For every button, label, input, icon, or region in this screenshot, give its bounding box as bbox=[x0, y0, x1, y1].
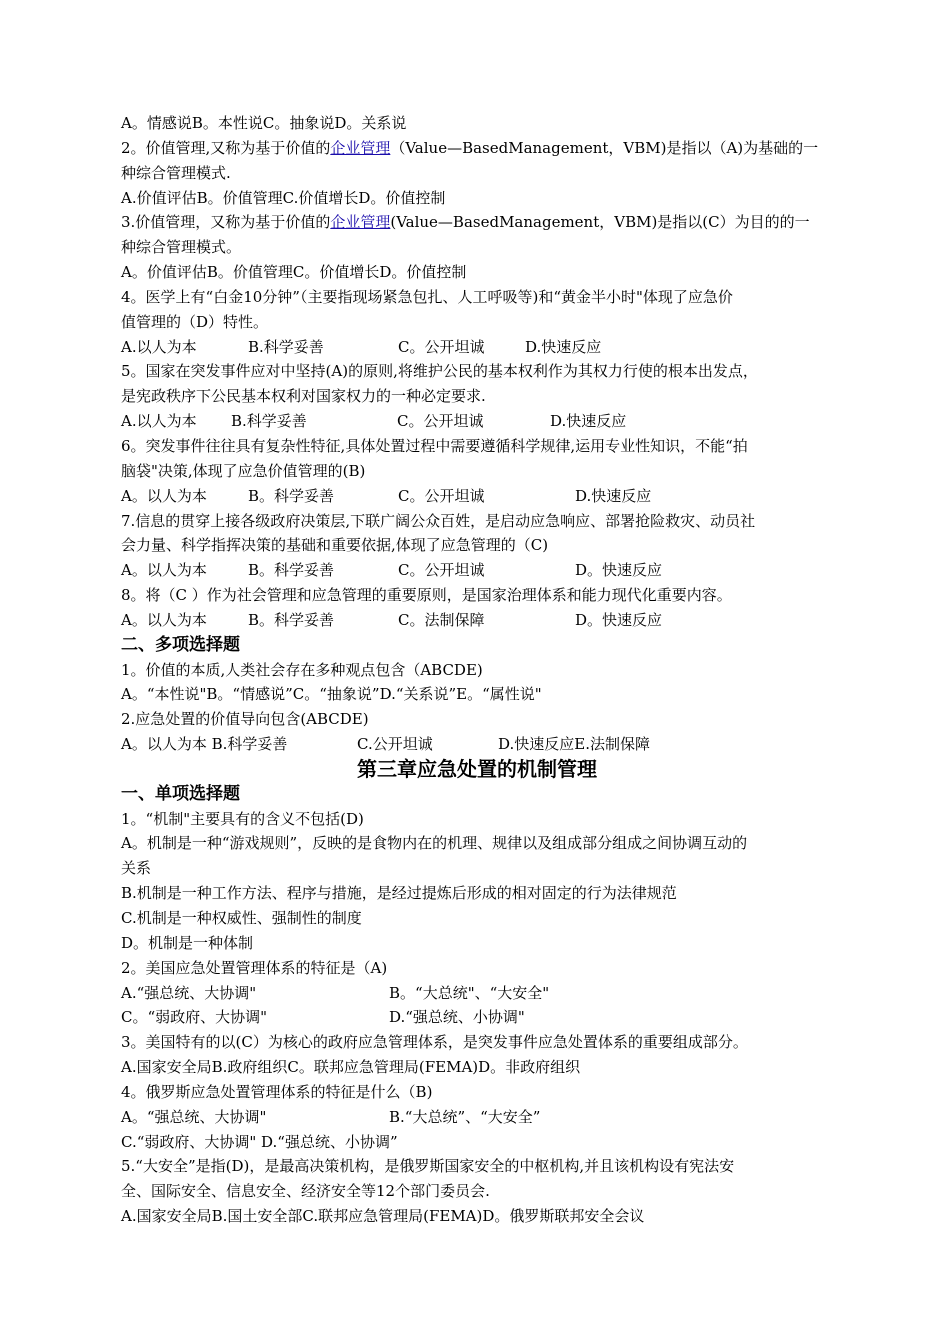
text-line: 是宪政秩序下公民基本权利对国家权力的一种必定要求. bbox=[121, 387, 486, 406]
text-line: 5.“大安全”是指(D)，是最高决策机构，是俄罗斯国家安全的中枢机构,并且该机构设有宪法安 bbox=[121, 1157, 735, 1176]
option-item: A。以人为本 bbox=[121, 610, 207, 629]
option-item: D.快速反应 bbox=[550, 412, 627, 431]
text-line: 会力量、科学指挥决策的基础和重要依据,体现了应急管理的（C) bbox=[121, 536, 549, 555]
text-line: 2。美国应急处置管理体系的特征是（A) bbox=[121, 958, 388, 977]
line-text-after-link: (Value—BasedManagement，VBM)是指以(C）为目的的一 bbox=[390, 213, 810, 232]
option-item: B。科学妥善 bbox=[248, 561, 335, 580]
option-item: D。快速反应 bbox=[575, 561, 663, 580]
text-line: 3。美国特有的以(C）为核心的政府应急管理体系，是突发事件应急处置体系的重要组成部分。 bbox=[121, 1033, 748, 1052]
option-item: D.快速反应E.法制保障 bbox=[498, 735, 650, 754]
text-line: A.国家安全局B.政府组织C。联邦应急管理局(FEMA)D。非政府组织 bbox=[121, 1058, 581, 1077]
options-line bbox=[121, 1005, 833, 1030]
option-item: B。“大总统"、“大安全" bbox=[389, 983, 550, 1002]
text-line: 全、国际安全、信息安全、经济安全等12个部门委员会. bbox=[121, 1182, 490, 1201]
option-item: B。科学妥善 bbox=[248, 610, 335, 629]
text-line: 2.应急处置的价值导向包含(ABCDE) bbox=[121, 710, 369, 729]
option-item: D。快速反应 bbox=[575, 610, 663, 629]
text-line: 值管理的（D）特性。 bbox=[121, 312, 269, 331]
enterprise-management-link[interactable]: 企业管理 bbox=[330, 138, 391, 157]
text-line: B.机制是一种工作方法、程序与措施，是经过提炼后形成的相对固定的行为法律规范 bbox=[121, 884, 677, 903]
enterprise-management-link[interactable]: 企业管理 bbox=[330, 213, 391, 232]
option-item: B。科学妥善 bbox=[248, 486, 335, 505]
options-line bbox=[121, 484, 833, 509]
option-item: A.以人为本 bbox=[121, 412, 197, 431]
text-line: 7.信息的贯穿上接各级政府决策层,下联广阔公众百姓，是启动应急响应、部署抢险救灾、动员社 bbox=[121, 511, 756, 530]
option-item: A.以人为本 bbox=[121, 337, 197, 356]
text-line: A.国家安全局B.国土安全部C.联邦应急管理局(FEMA)D。俄罗斯联邦安全会议 bbox=[121, 1207, 645, 1226]
option-item: D.“强总统、小协调" bbox=[389, 1008, 525, 1027]
text-line: A.价值评估B。价值管理C.价值增长D。价值控制 bbox=[121, 188, 446, 207]
text-line: A。机制是一种“游戏规则”，反映的是食物内在的机理、规律以及组成部分组成之间协调互动的 bbox=[121, 834, 748, 853]
text-line: 5。国家在突发事件应对中坚持(A)的原则,将维护公民的基本权利作为其权力行使的根本出发点， bbox=[121, 362, 758, 381]
options-line bbox=[121, 335, 833, 360]
section-heading: 二、多项选择题 bbox=[121, 634, 240, 655]
text-line: 8。将（C ）作为社会管理和应急管理的重要原则，是国家治理体系和能力现代化重要内容。 bbox=[121, 586, 732, 605]
option-item: C.公开坦诚 bbox=[357, 735, 433, 754]
text-line: 1。价值的本质,人类社会存在多种观点包含（ABCDE) bbox=[121, 660, 483, 679]
option-item: C。公开坦诚 bbox=[398, 486, 485, 505]
line-text-before-link: 2。价值管理,又称为基于价值的 bbox=[121, 138, 331, 157]
option-item: D.快速反应 bbox=[575, 486, 652, 505]
text-line: A。价值评估B。价值管理C。价值增长D。价值控制 bbox=[121, 263, 467, 282]
text-line: 4。医学上有“白金10分钟”（主要指现场紧急包扎、人工呼吸等)和“黄金半小时"体现了应急价 bbox=[121, 287, 733, 306]
document-page bbox=[121, 111, 833, 1229]
option-item: B.科学妥善 bbox=[248, 337, 324, 356]
option-item: A。以人为本 B.科学妥善 bbox=[121, 735, 288, 754]
options-line bbox=[121, 558, 833, 583]
text-line: C.“弱政府、大协调" D.“强总统、小协调” bbox=[121, 1132, 398, 1151]
text-line: 种综合管理模式。 bbox=[121, 238, 242, 257]
option-item: B.“大总统”、“大安全” bbox=[389, 1107, 541, 1126]
option-item: C。法制保障 bbox=[398, 610, 485, 629]
text-line: 6。突发事件往往具有复杂性特征,具体处置过程中需要遵循科学规律,运用专业性知识，不能“拍 bbox=[121, 436, 748, 455]
text-line: A。情感说B。本性说C。抽象说D。关系说 bbox=[121, 114, 407, 132]
options-line bbox=[121, 1105, 833, 1130]
option-item: A。以人为本 bbox=[121, 561, 207, 580]
text-line bbox=[121, 210, 833, 235]
option-item: C。公开坦诚 bbox=[398, 561, 485, 580]
text-line: 1。“机制"主要具有的含义不包括(D) bbox=[121, 809, 364, 828]
option-item: A。以人为本 bbox=[121, 486, 207, 505]
text-line bbox=[121, 136, 833, 161]
text-line: 脑袋"决策,体现了应急价值管理的(B) bbox=[121, 461, 366, 480]
options-line bbox=[121, 409, 833, 434]
options-line bbox=[121, 732, 833, 757]
options-line bbox=[121, 981, 833, 1006]
text-line: 4。俄罗斯应急处置管理体系的特征是什么（B) bbox=[121, 1082, 433, 1101]
text-line: 关系 bbox=[121, 859, 152, 878]
option-item: C。“弱政府、大协调" bbox=[121, 1008, 268, 1027]
option-item: C。公开坦诚 bbox=[398, 337, 485, 356]
text-line: 种综合管理模式. bbox=[121, 163, 231, 182]
option-item: B.科学妥善 bbox=[231, 412, 307, 431]
text-line: A。“本性说"B。“情感说”C。“抽象说”D.“关系说”E。“属性说" bbox=[121, 685, 542, 704]
section-heading: 一、单项选择题 bbox=[121, 783, 240, 804]
line-text-after-link: （Value—BasedManagement，VBM)是指以（A)为基础的一 bbox=[390, 138, 819, 157]
options-line bbox=[121, 608, 833, 633]
chapter-title: 第三章应急处置的机制管理 bbox=[357, 756, 597, 781]
option-item: C。公开坦诚 bbox=[397, 412, 484, 431]
option-item: A.“强总统、大协调" bbox=[121, 983, 257, 1002]
text-line: D。机制是一种体制 bbox=[121, 933, 254, 952]
text-line: C.机制是一种权威性、强制性的制度 bbox=[121, 909, 362, 927]
option-item: D.快速反应 bbox=[525, 337, 602, 356]
option-item: A。“强总统、大协调" bbox=[121, 1107, 267, 1126]
line-text-before-link: 3.价值管理，又称为基于价值的 bbox=[121, 213, 331, 232]
